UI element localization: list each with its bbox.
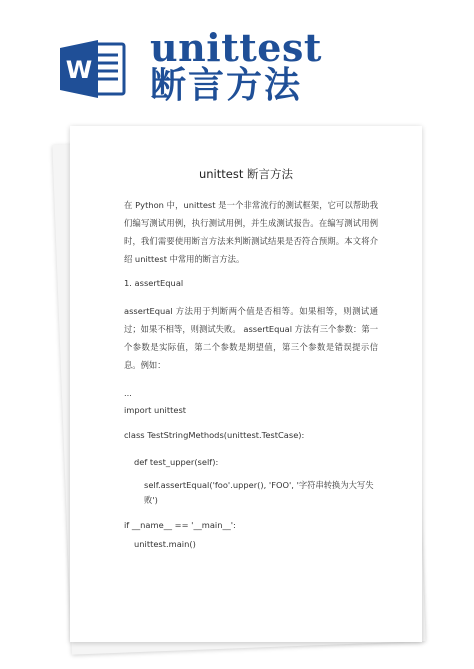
document-page (70, 126, 422, 642)
document-title: unittest 断言方法 (198, 167, 294, 181)
header-banner (0, 0, 474, 110)
word-icon (58, 38, 128, 100)
word-icon-letter: W (65, 56, 93, 84)
code-line-class: class TestStringMethods(unittest.TestCase): (124, 430, 305, 440)
code-line-def: def test_upper(self): (134, 457, 219, 467)
section-heading: 1. assertEqual (124, 278, 184, 288)
code-line-assert: self.assertEqual('foo'.upper(), 'FOO', '字符串转换为大写失败') (144, 480, 374, 505)
intro-paragraph: 在 Python 中，unittest 是一个非常流行的测试框架，它可以帮助我们编写测试用例，执行测试用例，并生成测试报告。在编写测试用例时，我们需要使用断言方法来判断测试结果是否符合预期。本文将介绍 unittest 中常用的断言方法。 (124, 200, 378, 264)
code-line-import: import unittest (124, 405, 187, 415)
code-fence: ... (124, 388, 132, 398)
header-title-cn: 断言方法 (150, 65, 303, 106)
code-line-main-call: unittest.main() (134, 539, 196, 549)
section-paragraph: assertEqual 方法用于判断两个值是否相等。如果相等，则测试通过；如果不相等，则测试失败。 assertEqual 方法有三个参数：第一个参数是实际值，第二个参数是期望值，第三个参数是错误提示信息。例如： (124, 306, 378, 370)
header-title-en: unittest (150, 25, 322, 70)
code-line-if-main: if __name__ == '__main__': (124, 520, 236, 530)
